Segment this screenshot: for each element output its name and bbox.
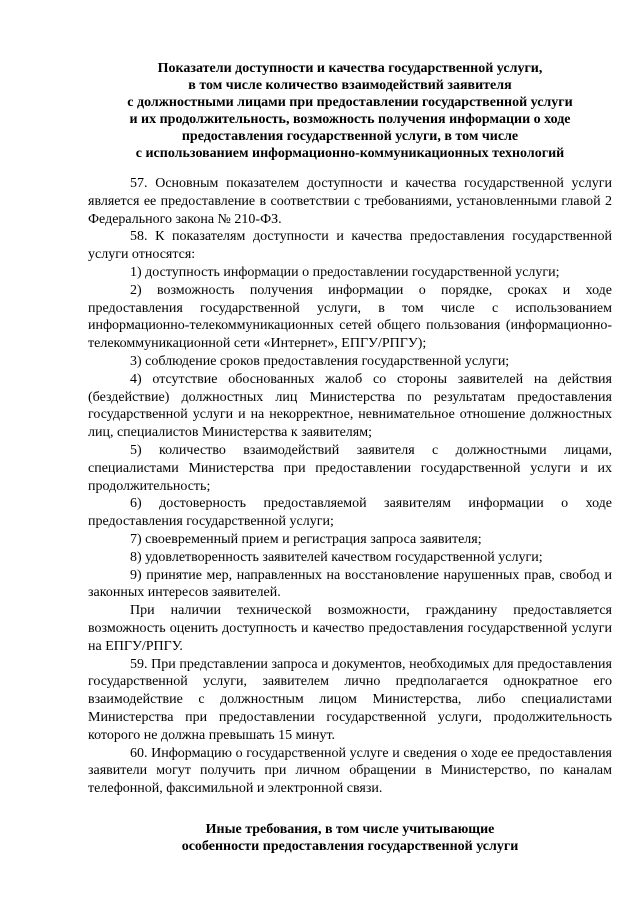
heading-line: Иные требования, в том числе учитывающие — [205, 821, 495, 837]
heading-line: Показатели доступности и качества государственной услуги, — [157, 61, 543, 76]
list-item-7: 7) своевременный прием и регистрация запроса заявителя; — [130, 531, 482, 547]
section-heading-other-requirements — [88, 821, 612, 855]
document-page — [88, 60, 612, 855]
list-item-9: 9) принятие мер, направленных на восстановление нарушенных прав, свобод и законных интересов заявителей. — [88, 567, 612, 601]
paragraph-57: 57. Основным показателем доступности и качества государственной услуги является ее предоставление в соответствии с требованиями, установленными главой 2 Федерального закона № 210-ФЗ. — [88, 176, 612, 227]
list-item-3: 3) соблюдение сроков предоставления государственной услуги; — [130, 353, 510, 369]
heading-line: предоставления государственной услуги, в том числе — [181, 129, 519, 144]
paragraph-60: 60. Информацию о государственной услуге и сведения о ходе ее предоставления заявители могут получить при личном обращении в Министерство, по каналам телефонной, факсимильной и электронной связи. — [88, 745, 612, 797]
heading-line: особенности предоставления государственной услуги — [181, 838, 519, 854]
heading-line: и их продолжительность, возможность получения информации о ходе — [129, 112, 571, 127]
list-item-2: 2) возможность получения информации о порядке, сроках и ходе предоставления государственной услуги, в том числе с использованием информационно-телекоммуникационных сетей общего пользования (информационно-телекоммуникационной сети «Интернет», ЕПГУ/РПГУ); — [88, 282, 612, 352]
list-item-5: 5) количество взаимодействий заявителя с должностными лицами, специалистами Министерства при предоставлении государственной услуги и их продолжительность; — [88, 442, 612, 494]
paragraph-58: 58. К показателям доступности и качества предоставления государственной услуги относятся: — [88, 229, 612, 263]
section-body — [88, 175, 612, 798]
list-item-4: 4) отсутствие обоснованных жалоб со стороны заявителей на действия (бездействие) должностных лиц Министерства по результатам предоставления государственной услуги и на некорректное, невнимательное отношение должностных лиц, специалистов Министерства к заявителям; — [88, 371, 612, 441]
paragraph-epgu-rating: При наличии технической возможности, гражданину предоставляется возможность оценить доступность и качество предоставления государственной услуги на ЕПГУ/РПГУ. — [88, 603, 612, 654]
list-item-1: 1) доступность информации о предоставлении государственной услуги; — [130, 264, 560, 280]
section-heading-quality-indicators — [88, 60, 612, 162]
list-item-8: 8) удовлетворенность заявителей качеством государственной услуги; — [130, 549, 543, 565]
heading-line: с должностными лицами при предоставлении государственной услуги — [127, 95, 573, 110]
heading-line: с использованием информационно-коммуникационных технологий — [135, 146, 565, 161]
list-item-6: 6) достоверность предоставляемой заявителям информации о ходе предоставления государственной услуги; — [88, 496, 612, 530]
heading-line: в том числе количество взаимодействий заявителя — [188, 78, 512, 93]
paragraph-59: 59. При представлении запроса и документов, необходимых для предоставления государственной услуги, заявителем лично предполагается однократное его взаимодействие с должностным лицом Министерства, либо специалистами Министерства при предоставлении государственной услуги, продолжительность которого не должна превышать 15 минут. — [88, 656, 612, 743]
